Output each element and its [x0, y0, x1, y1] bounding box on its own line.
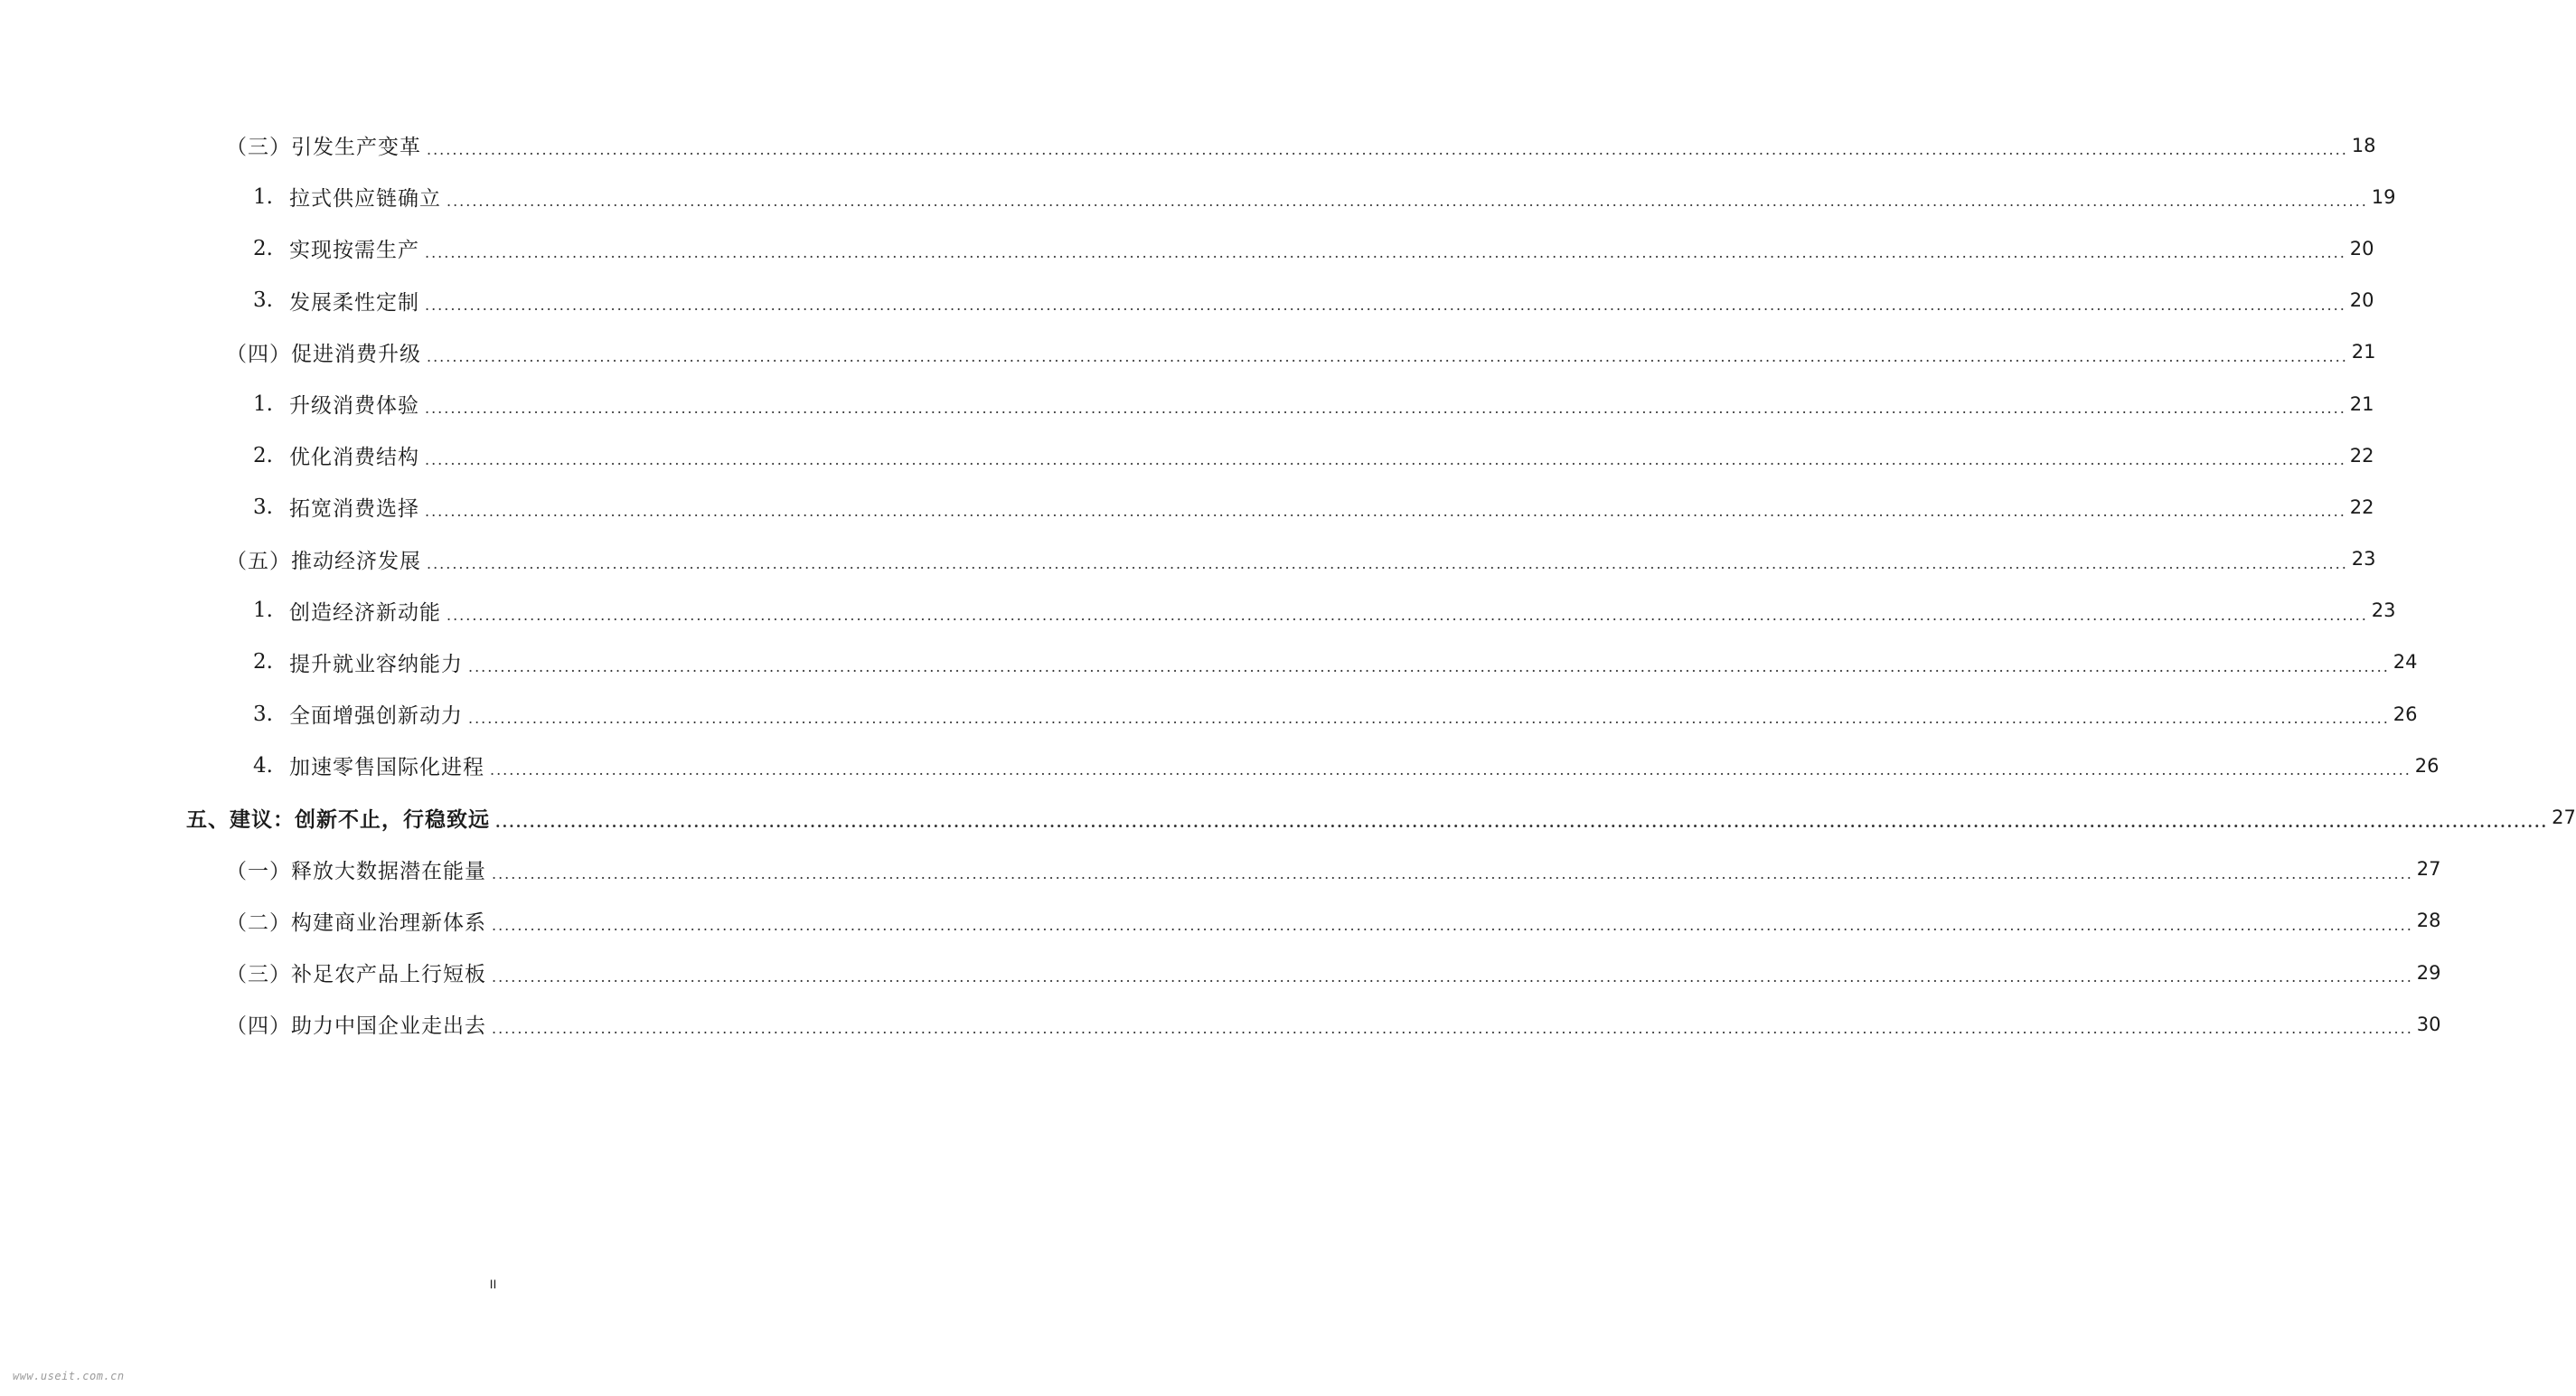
- toc-entry-number: 1.: [253, 599, 273, 623]
- toc-entry-number: 1.: [253, 391, 273, 416]
- toc-entry[interactable]: [0, 429, 2374, 481]
- toc-entry[interactable]: [0, 481, 2374, 533]
- toc-dot-leader: ............................................................................................................................................................................................................................................................................................................: [468, 657, 2390, 675]
- toc-entry-title: （三）补足农产品上行短板: [226, 963, 486, 987]
- toc-dot-leader: ............................................................................................................................................................................................................................................................................................................: [425, 400, 2346, 418]
- toc-page-number: 29: [2416, 961, 2441, 984]
- toc-dot-leader: ............................................................................................................................................................................................................................................................................................................: [425, 503, 2346, 521]
- toc-page-number: 26: [2414, 754, 2440, 777]
- toc-dot-leader: ............................................................................................................................................................................................................................................................................................................: [427, 347, 2348, 365]
- toc-entry[interactable]: [0, 998, 2441, 1050]
- toc-entry[interactable]: [0, 533, 2376, 585]
- toc-entry[interactable]: [0, 378, 2374, 429]
- toc-page-number: 23: [2371, 599, 2396, 622]
- toc-page-number: 21: [2351, 341, 2376, 363]
- toc-entry[interactable]: [0, 895, 2441, 947]
- toc-page-number: 20: [2349, 237, 2374, 259]
- toc-entry-title: （二）构建商业治理新体系: [226, 910, 486, 935]
- toc-entry-title: 优化消费结构: [289, 446, 419, 470]
- toc-dot-leader: ............................................................................................................................................................................................................................................................................................................: [425, 244, 2346, 262]
- toc-page-number: 27: [2552, 806, 2576, 829]
- toc-entry-title: 升级消费体验: [289, 394, 419, 419]
- toc-entry-number: 3.: [253, 702, 273, 726]
- toc-page-number: 22: [2349, 495, 2374, 518]
- toc-page-number: 18: [2351, 134, 2376, 156]
- toc-entry-title: 提升就业容纳能力: [289, 652, 463, 676]
- toc-dot-leader: ............................................................................................................................................................................................................................................................................................................: [492, 968, 2413, 986]
- toc-entry[interactable]: [0, 947, 2441, 998]
- toc-entry[interactable]: [0, 844, 2441, 895]
- toc-dot-leader: ............................................................................................................................................................................................................................................................................................................: [447, 606, 2368, 624]
- toc-entry-title: （四）助力中国企业走出去: [226, 1014, 486, 1039]
- toc-entry-title: 拓宽消费选择: [289, 497, 419, 522]
- toc-dot-leader: ............................................................................................................................................................................................................................................................................................................: [492, 916, 2413, 934]
- toc-entry-number: 3.: [253, 495, 273, 519]
- toc-dot-leader: ............................................................................................................................................................................................................................................................................................................: [490, 761, 2411, 779]
- toc-entry[interactable]: [0, 275, 2374, 326]
- toc-entry-title: 创造经济新动能: [289, 600, 441, 625]
- toc-page-number: 30: [2416, 1013, 2441, 1035]
- toc-entry-title: 拉式供应链确立: [289, 187, 441, 212]
- toc-entry-title: 发展柔性定制: [289, 290, 419, 315]
- toc-entry-title: 实现按需生产: [289, 239, 419, 263]
- toc-entry[interactable]: [0, 585, 2396, 637]
- watermark: www.useit.com.cn: [13, 1370, 125, 1382]
- toc-entry[interactable]: [0, 171, 2396, 222]
- toc-entry-number: 3.: [253, 288, 273, 313]
- toc-dot-leader: ............................................................................................................................................................................................................................................................................................................: [427, 141, 2348, 159]
- toc-entry-title: （五）推动经济发展: [226, 549, 421, 573]
- toc-entry-number: 2.: [253, 443, 273, 467]
- toc-page-number: 28: [2416, 910, 2441, 932]
- toc-entry[interactable]: [0, 740, 2440, 791]
- toc-entry[interactable]: [0, 637, 2418, 688]
- toc-entry-number: 1.: [253, 184, 273, 209]
- toc-entry-number: 2.: [253, 236, 273, 260]
- page-number: II: [489, 1277, 497, 1291]
- toc-entry-chapter[interactable]: [0, 791, 2576, 843]
- toc-entry[interactable]: [0, 326, 2376, 378]
- toc-entry-title: （一）释放大数据潜在能量: [226, 859, 486, 883]
- toc-dot-leader: ............................................................................................................................................................................................................................................................................................................: [468, 710, 2390, 728]
- toc-entry[interactable]: [0, 222, 2374, 274]
- toc-entry[interactable]: [0, 688, 2418, 740]
- toc-page-number: 27: [2416, 858, 2441, 881]
- toc-page-number: 19: [2371, 185, 2396, 208]
- toc-entry-title: （四）促进消费升级: [226, 342, 421, 366]
- toc-dot-leader: ............................................................................................................................................................................................................................................................................................................: [495, 813, 2549, 831]
- toc-page-number: 23: [2351, 548, 2376, 571]
- toc-entry-title: 加速零售国际化进程: [289, 756, 484, 780]
- toc-entry-title: 全面增强创新动力: [289, 704, 463, 729]
- toc-entry-number: 2.: [253, 650, 273, 674]
- toc-dot-leader: ............................................................................................................................................................................................................................................................................................................: [447, 193, 2368, 211]
- toc-dot-leader: ............................................................................................................................................................................................................................................................................................................: [425, 451, 2346, 469]
- toc-entry-number: 4.: [253, 753, 273, 778]
- toc-page-number: 21: [2349, 392, 2374, 415]
- table-of-contents: [0, 119, 2576, 1050]
- toc-dot-leader: ............................................................................................................................................................................................................................................................................................................: [425, 296, 2346, 314]
- toc-page-number: 20: [2349, 289, 2374, 312]
- toc-dot-leader: ............................................................................................................................................................................................................................................................................................................: [427, 554, 2348, 572]
- toc-entry[interactable]: [0, 119, 2376, 171]
- toc-page-number: 24: [2393, 651, 2418, 674]
- toc-entry-title: （三）引发生产变革: [226, 136, 421, 160]
- toc-entry-title: 五、建议：创新不止，行稳致远: [186, 806, 490, 832]
- toc-page-number: 22: [2349, 444, 2374, 467]
- toc-dot-leader: ............................................................................................................................................................................................................................................................................................................: [492, 864, 2413, 882]
- toc-page-number: 26: [2393, 703, 2418, 725]
- toc-dot-leader: ............................................................................................................................................................................................................................................................................................................: [492, 1020, 2413, 1038]
